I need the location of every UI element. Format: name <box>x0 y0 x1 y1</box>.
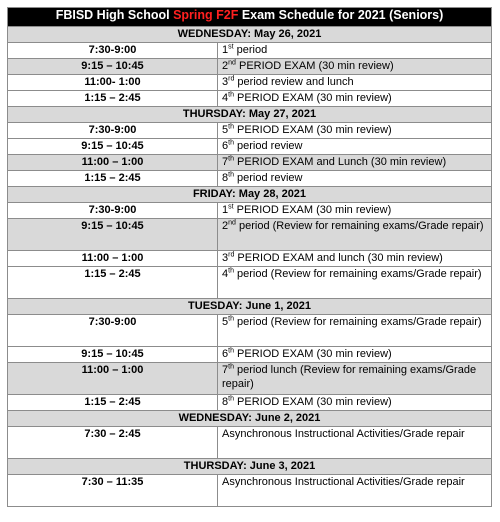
time-cell: 9:15 – 10:45 <box>8 347 218 363</box>
day-header-row <box>8 459 492 475</box>
activity-cell <box>218 43 492 59</box>
period-number: 5 <box>222 124 229 136</box>
schedule-row <box>8 475 492 507</box>
schedule-row <box>8 75 492 91</box>
activity-cell <box>218 219 492 251</box>
period-number: 7 <box>222 364 229 376</box>
activity-text: PERIOD EXAM and Lunch (30 min review) <box>233 156 447 168</box>
title-highlight: Spring F2F <box>173 8 239 22</box>
schedule-row <box>8 123 492 139</box>
day-header-row <box>8 27 492 43</box>
activity-cell <box>218 123 492 139</box>
time-cell: 7:30-9:00 <box>8 43 218 59</box>
day-header: THURSDAY: May 27, 2021 <box>8 107 492 123</box>
activity-cell <box>218 315 492 347</box>
activity-cell <box>218 363 492 395</box>
ordinal-suffix: th <box>228 363 234 371</box>
activity-text: period (Review for remaining exams/Grade repair) <box>233 268 482 280</box>
activity-text: period review and lunch <box>234 76 354 88</box>
schedule-row <box>8 395 492 411</box>
time-cell: 9:15 – 10:45 <box>8 219 218 251</box>
activity-cell <box>218 203 492 219</box>
schedule-row <box>8 43 492 59</box>
title-suffix: Exam Schedule for 2021 (Seniors) <box>238 8 444 22</box>
schedule-row <box>8 203 492 219</box>
activity-cell <box>218 59 492 75</box>
time-cell: 11:00 – 1:00 <box>8 155 218 171</box>
activity-text: PERIOD EXAM (30 min review) <box>233 92 392 104</box>
activity-cell <box>218 427 492 459</box>
period-number: 1 <box>222 44 229 56</box>
day-header: WEDNESDAY: June 2, 2021 <box>8 411 492 427</box>
ordinal-suffix: th <box>228 315 234 323</box>
day-header-row <box>8 299 492 315</box>
period-number: 5 <box>222 316 229 328</box>
day-header-row <box>8 411 492 427</box>
schedule-row <box>8 347 492 363</box>
schedule-row <box>8 219 492 251</box>
time-cell: 7:30 – 2:45 <box>8 427 218 459</box>
activity-cell <box>218 347 492 363</box>
ordinal-suffix: th <box>228 395 234 403</box>
ordinal-suffix: th <box>228 123 234 131</box>
activity-cell <box>218 395 492 411</box>
time-cell: 1:15 – 2:45 <box>8 91 218 107</box>
period-number: 6 <box>222 348 229 360</box>
activity-text: period (Review for remaining exams/Grade repair) <box>235 220 484 232</box>
activity-cell <box>218 91 492 107</box>
activity-text: period <box>233 44 268 56</box>
ordinal-suffix: st <box>228 43 234 51</box>
schedule-row <box>8 315 492 347</box>
time-cell: 1:15 – 2:45 <box>8 267 218 299</box>
time-cell: 11:00 – 1:00 <box>8 363 218 395</box>
time-cell: 11:00 – 1:00 <box>8 251 218 267</box>
ordinal-suffix: th <box>228 267 234 275</box>
ordinal-suffix: rd <box>228 75 235 83</box>
ordinal-suffix: th <box>228 155 234 163</box>
activity-text: period review <box>233 140 303 152</box>
day-header: FRIDAY: May 28, 2021 <box>8 187 492 203</box>
schedule-row <box>8 267 492 299</box>
ordinal-suffix: th <box>228 91 234 99</box>
schedule-row <box>8 363 492 395</box>
ordinal-suffix: st <box>228 203 234 211</box>
exam-schedule-body <box>8 8 492 507</box>
activity-text: PERIOD EXAM (30 min review) <box>233 204 392 216</box>
period-number: 2 <box>222 60 229 72</box>
schedule-row <box>8 251 492 267</box>
time-cell: 7:30-9:00 <box>8 203 218 219</box>
period-number: 3 <box>222 252 229 264</box>
exam-schedule-table <box>7 7 492 507</box>
time-cell: 9:15 – 10:45 <box>8 139 218 155</box>
activity-text: Asynchronous Instructional Activities/Grade repair <box>222 476 465 488</box>
period-number: 3 <box>222 76 229 88</box>
activity-text: PERIOD EXAM (30 min review) <box>233 396 392 408</box>
activity-cell <box>218 155 492 171</box>
period-number: 1 <box>222 204 229 216</box>
ordinal-suffix: th <box>228 139 234 147</box>
activity-cell <box>218 139 492 155</box>
schedule-row <box>8 171 492 187</box>
period-number: 8 <box>222 396 229 408</box>
time-cell: 11:00- 1:00 <box>8 75 218 91</box>
schedule-row <box>8 59 492 75</box>
time-cell: 7:30-9:00 <box>8 315 218 347</box>
activity-cell <box>218 475 492 507</box>
activity-cell <box>218 75 492 91</box>
activity-text: period (Review for remaining exams/Grade repair) <box>233 316 482 328</box>
ordinal-suffix: th <box>228 171 234 179</box>
activity-cell <box>218 267 492 299</box>
activity-text: PERIOD EXAM (30 min review) <box>233 348 392 360</box>
schedule-row <box>8 91 492 107</box>
time-cell: 1:15 – 2:45 <box>8 171 218 187</box>
ordinal-suffix: nd <box>228 219 236 227</box>
title-prefix: FBISD High School <box>55 8 174 22</box>
day-header: THURSDAY: June 3, 2021 <box>8 459 492 475</box>
time-cell: 7:30 – 11:35 <box>8 475 218 507</box>
schedule-row <box>8 427 492 459</box>
schedule-row <box>8 155 492 171</box>
time-cell: 1:15 – 2:45 <box>8 395 218 411</box>
time-cell: 7:30-9:00 <box>8 123 218 139</box>
activity-text: period review <box>233 172 303 184</box>
activity-text: PERIOD EXAM (30 min review) <box>235 60 394 72</box>
day-header-row <box>8 187 492 203</box>
activity-text: Asynchronous Instructional Activities/Grade repair <box>222 428 465 440</box>
title-row <box>8 8 492 27</box>
ordinal-suffix: rd <box>228 251 235 259</box>
period-number: 4 <box>222 92 229 104</box>
day-header: TUESDAY: June 1, 2021 <box>8 299 492 315</box>
day-header: WEDNESDAY: May 26, 2021 <box>8 27 492 43</box>
ordinal-suffix: nd <box>228 59 236 67</box>
activity-cell <box>218 171 492 187</box>
schedule-row <box>8 139 492 155</box>
period-number: 4 <box>222 268 229 280</box>
ordinal-suffix: th <box>228 347 234 355</box>
schedule-title <box>8 8 492 27</box>
period-number: 7 <box>222 156 229 168</box>
day-header-row <box>8 107 492 123</box>
activity-cell <box>218 251 492 267</box>
activity-text: period lunch (Review for remaining exams/Grade repair) <box>222 364 477 390</box>
period-number: 6 <box>222 140 229 152</box>
activity-text: PERIOD EXAM and lunch (30 min review) <box>234 252 443 264</box>
period-number: 8 <box>222 172 229 184</box>
time-cell: 9:15 – 10:45 <box>8 59 218 75</box>
period-number: 2 <box>222 220 229 232</box>
activity-text: PERIOD EXAM (30 min review) <box>233 124 392 136</box>
